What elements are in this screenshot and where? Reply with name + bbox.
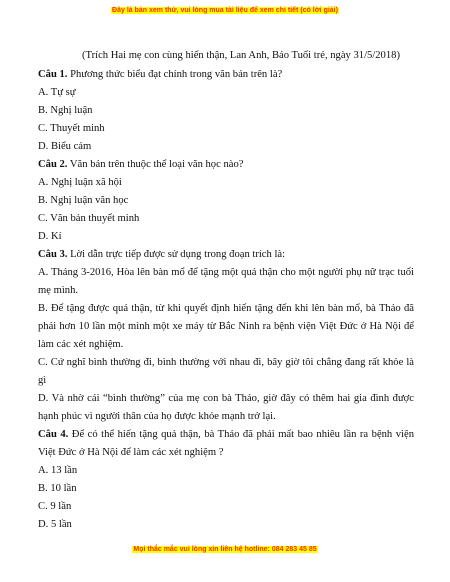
answer-option: D. Kí bbox=[38, 231, 62, 242]
question-label: Câu 1. bbox=[38, 69, 68, 80]
answer-option: A. Tháng 3-2016, Hòa lên bàn mổ để tặng một quả thận cho một người phụ nữ trạc tuổi mẹ mình. bbox=[38, 267, 414, 296]
question-2 bbox=[38, 156, 414, 246]
answer-option: D. Và nhờ cái “bình thường” của mẹ con bà Thảo, giờ đây có thêm hai gia đình được hạnh phúc vì người thân của họ được khỏe mạnh trở lại. bbox=[38, 393, 414, 422]
source-citation: (Trích Hai mẹ con cùng hiến thận, Lan Anh, Báo Tuổi trẻ, ngày 31/5/2018) bbox=[82, 50, 400, 61]
answer-option: C. Thuyết minh bbox=[38, 123, 105, 134]
question-prompt bbox=[38, 426, 414, 462]
answer-option: D. Biểu cảm bbox=[38, 141, 92, 152]
question-prompt bbox=[38, 246, 414, 264]
answer-option: A. Nghị luận xã hội bbox=[38, 177, 122, 188]
question-4 bbox=[38, 426, 414, 534]
answer-option: C. Cứ nghĩ bình thường đi, bình thường với nhau đi, bây giờ tôi chẳng đang rất khỏe là gì bbox=[38, 357, 414, 386]
question-prompt bbox=[38, 156, 414, 174]
answer-option: A. 13 lần bbox=[38, 465, 78, 476]
answer-option: C. 9 lần bbox=[38, 501, 72, 512]
document-body bbox=[38, 47, 414, 534]
question-text: Lời dẫn trực tiếp được sử dụng trong đoạn trích là: bbox=[67, 249, 286, 260]
question-prompt bbox=[38, 66, 414, 84]
preview-notice-text: Đây là bản xem thử, vui lòng mua tài liệu để xem chi tiết (có lời giải) bbox=[112, 7, 338, 14]
answer-option: B. Nghị luận văn học bbox=[38, 195, 129, 206]
question-text: Để có thể hiến tặng quả thận, bà Thảo đã phải mất bao nhiêu lần ra bệnh viện Việt Đức ở Hà Nội để làm các xét nghiệm ? bbox=[38, 429, 414, 458]
answer-option: A. Tự sự bbox=[38, 87, 76, 98]
question-3 bbox=[38, 246, 414, 426]
answer-option: B. Nghị luận bbox=[38, 105, 93, 116]
answer-option: B. 10 lần bbox=[38, 483, 77, 494]
question-label: Câu 3. bbox=[38, 249, 68, 260]
question-label: Câu 2. bbox=[38, 159, 68, 170]
answer-option: C. Văn bản thuyết minh bbox=[38, 213, 140, 224]
question-label: Câu 4. bbox=[38, 429, 69, 440]
question-text: Phương thức biểu đạt chính trong văn bản trên là? bbox=[67, 69, 283, 80]
answer-option: D. 5 lần bbox=[38, 519, 72, 530]
preview-notice-banner bbox=[0, 6, 450, 16]
question-1 bbox=[38, 66, 414, 156]
answer-option: B. Để tặng được quả thận, từ khi quyết định hiến tặng đến khi lên bàn mổ, bà Thảo đã phải hơn 10 lần một mình một xe máy từ Bắc Ninh ra bệnh viện Việt Đức ở Hà Nội để làm các xét nghiệm. bbox=[38, 303, 414, 350]
hotline-contact-text: Mọi thắc mắc vui lòng xin liên hệ hotline: 084 283 45 85 bbox=[133, 546, 317, 553]
question-text: Văn bản trên thuộc thể loại văn học nào? bbox=[67, 159, 244, 170]
hotline-contact-banner bbox=[0, 545, 450, 555]
